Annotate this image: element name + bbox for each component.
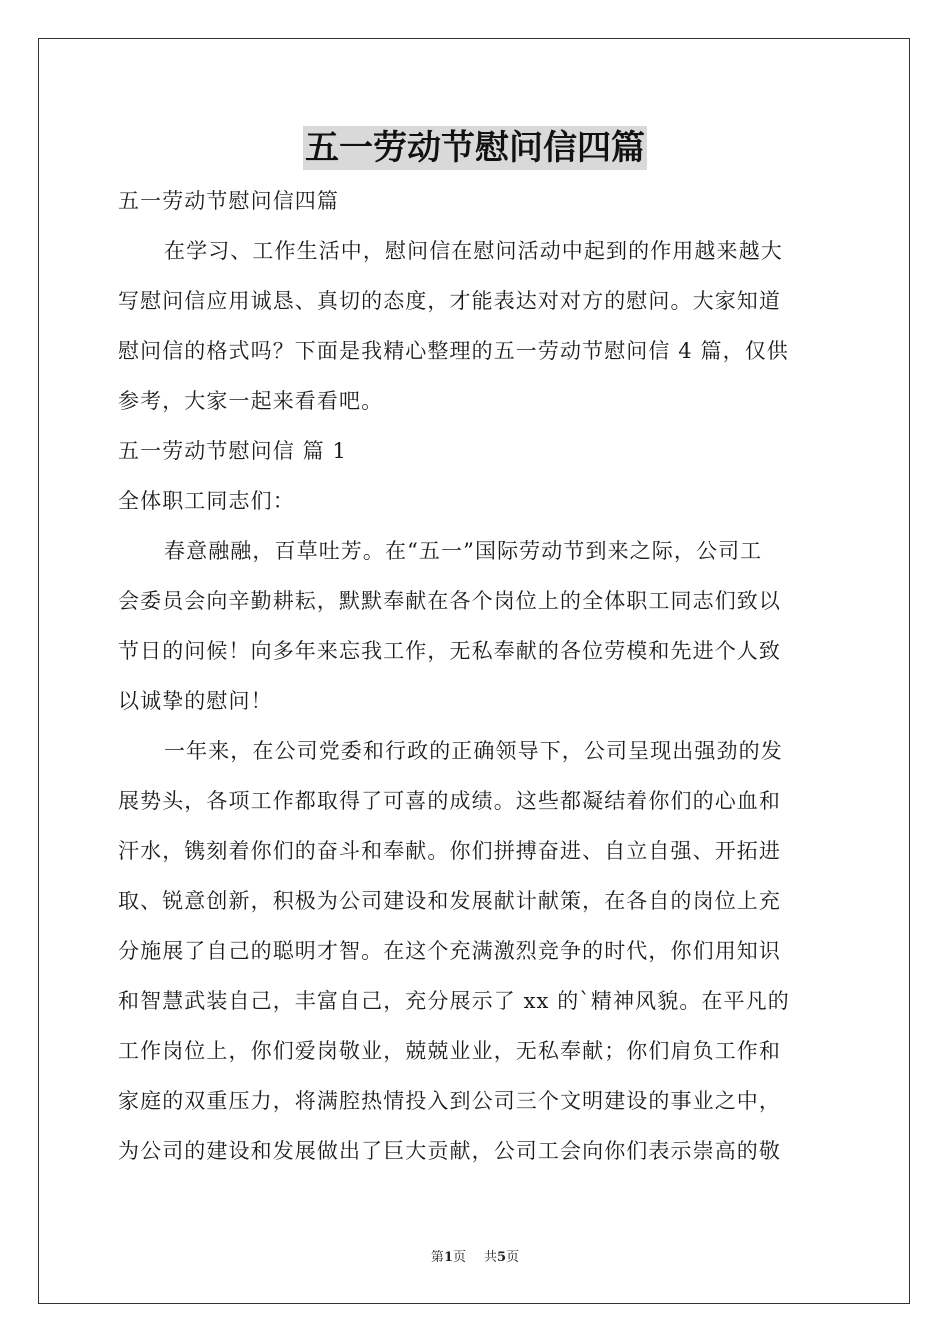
page-suffix: 页 — [452, 1250, 466, 1265]
paragraph-line: 节日的问候！向多年来忘我工作，无私奉献的各位劳模和先进个人致 — [118, 639, 781, 663]
paragraph-line: 在学习、工作生活中，慰问信在慰问活动中起到的作用越来越大 — [164, 239, 783, 263]
total-prefix: 共 — [484, 1250, 498, 1265]
salutation-line: 全体职工同志们： — [118, 489, 295, 513]
page-prefix: 第 — [430, 1250, 444, 1265]
document-body — [118, 176, 838, 1176]
paragraph-line: 会委员会向辛勤耕耘，默默奉献在各个岗位上的全体职工同志们致以 — [118, 589, 781, 613]
paragraph-line: 慰问信的格式吗？下面是我精心整理的五一劳动节慰问信 4 篇，仅供 — [118, 339, 789, 363]
paragraph-line: 展势头，各项工作都取得了可喜的成绩。这些都凝结着你们的心血和 — [118, 789, 781, 813]
paragraph-line: 家庭的双重压力，将满腔热情投入到公司三个文明建设的事业之中， — [118, 1089, 781, 1113]
paragraph-line: 分施展了自己的聪明才智。在这个充满激烈竞争的时代，你们用知识 — [118, 939, 781, 963]
current-page-number: 1 — [443, 1250, 453, 1265]
paragraph-line: 工作岗位上，你们爱岗敬业，兢兢业业，无私奉献；你们肩负工作和 — [118, 1039, 781, 1063]
paragraph-line: 取、锐意创新，积极为公司建设和发展献计献策，在各自的岗位上充 — [118, 889, 781, 913]
document-title: 五一劳动节慰问信四篇 — [305, 128, 645, 168]
paragraph-line: 一年来，在公司党委和行政的正确领导下，公司呈现出强劲的发 — [164, 739, 783, 763]
subtitle-line: 五一劳动节慰问信四篇 — [118, 189, 339, 213]
total-page-number: 5 — [497, 1250, 507, 1265]
paragraph-line: 春意融融，百草吐芳。在“五一”国际劳动节到来之际，公司工 — [164, 539, 763, 563]
section-heading: 五一劳动节慰问信 篇 1 — [118, 439, 347, 463]
paragraph-line: 和智慧武装自己，丰富自己，充分展示了 xx 的`精神风貌。在平凡的 — [118, 989, 790, 1013]
paragraph-line: 参考，大家一起来看看吧。 — [118, 389, 384, 413]
paragraph-line: 为公司的建设和发展做出了巨大贡献，公司工会向你们表示崇高的敬 — [118, 1139, 781, 1163]
paragraph-line: 汗水，镌刻着你们的奋斗和奉献。你们拼搏奋进、自立自强、开拓进 — [118, 839, 781, 863]
page-footer — [0, 1246, 950, 1265]
paragraph-line: 写慰问信应用诚恳、真切的态度，才能表达对对方的慰问。大家知道 — [118, 289, 781, 313]
paragraph-line: 以诚挚的慰问！ — [118, 689, 273, 713]
title-container — [0, 126, 950, 170]
total-suffix: 页 — [506, 1250, 520, 1265]
